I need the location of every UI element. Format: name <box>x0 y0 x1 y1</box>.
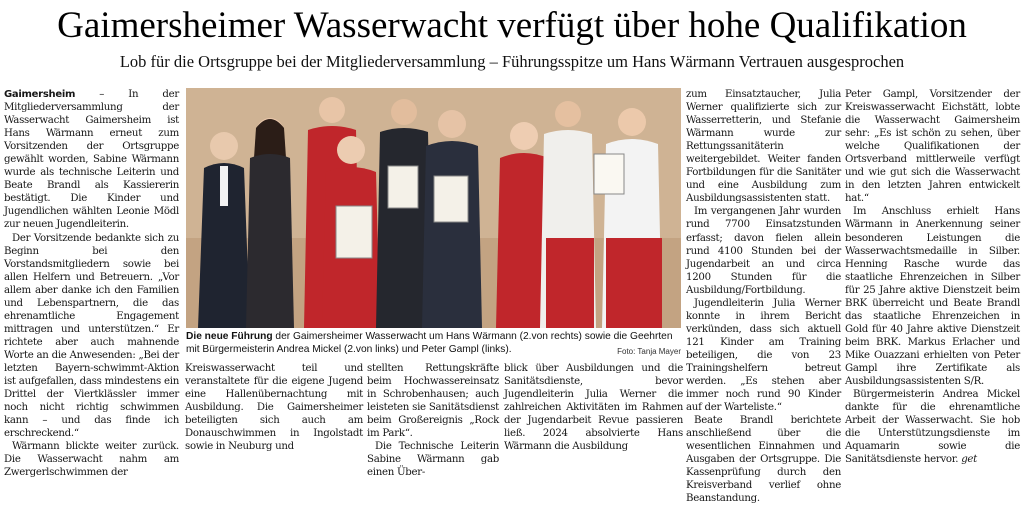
article-column-4 <box>504 362 683 464</box>
paragraph <box>4 88 179 232</box>
paragraph-text: – In der Mitgliederversammlung der Wasserwacht Gaimersheim ist Hans Wärmann erneut zum Vorsitzenden der Ortsgruppe gewählt worden, Sabine Wärmann wurde als technische Leiterin und Beate Brandl als Kassiererin bestätigt. Die Kinder und Jugendlichen wählten Leonie Mödl zur neuen Jugendleiterin. <box>4 89 179 231</box>
article-column-3 <box>367 362 499 479</box>
paragraph: Die Technische Leiterin Sabine Wärmann gab einen Über- <box>367 441 499 479</box>
group-photo-illustration <box>186 88 681 328</box>
paragraph: Wärmann blickte weiter zurück. Die Wasserwacht nahm am Zwergerlschwimmen der <box>4 441 179 479</box>
paragraph: Im Anschluss erhielt Hans Wärmann in Anerkennung seiner besonderen Leistungen die Wasserwachtsmedaille in Silber. Henning Rasche wurde das staatliche Ehrenzeichen in Silber für 25 Jahre aktive Dienstzeit beim BRK überreicht und Beate Brandl das staatliche Ehrenzeichen in Gold für 40 Jahre aktive Dienstzeit beim BRK. Markus Erlacher und Mike Ouazzani erhielten von Peter Gampl ihre Zertifikate als Ausbildungsassistenten S/R. <box>845 206 1020 388</box>
article-column-1 <box>4 88 179 479</box>
caption-text: der Gaimersheimer Wasserwacht um Hans Wärmann (2.von rechts) sowie die Geehrten mit Bürgermeisterin Andrea Mickel (2.von links) und Peter Gampl (links). <box>186 331 673 355</box>
paragraph: Im vergangenen Jahr wurden rund 7700 Einsatzstunden erfasst; davon fielen allein rund 4100 Stunden bei der Jugendarbeit an und circa 1200 Stunden für die Ausbildung/Fortbildung. <box>686 206 841 296</box>
paragraph: blick über Ausbildungen und die Sanitätsdienste, bevor Jugendleiterin Julia Werner die zahlreichen Aktivitäten im Rahmen der Jugendarbeit Revue passieren ließ. 2024 absolvierte Hans Wärmann die Ausbildung <box>504 363 683 453</box>
photo-credit: Foto: Tanja Mayer <box>617 347 681 356</box>
dateline: Gaimersheim <box>4 89 76 100</box>
person <box>540 101 596 328</box>
group-photo <box>186 88 681 328</box>
paragraph-text: Bürgermeisterin Andrea Mickel dankte für die ehrenamtliche Arbeit der Wasserwacht. Sie hob die Unterstützungsdienste im Aquamarin sowie die Sanitätsdienste hervor. <box>845 389 1020 466</box>
photo-caption <box>186 330 681 358</box>
article-column-2 <box>185 362 363 464</box>
paragraph <box>845 388 1020 466</box>
headline: Gaimersheimer Wasserwacht verfügt über hohe Qualifikation <box>57 5 967 46</box>
article-column-6 <box>845 88 1020 464</box>
caption-lead: Die neue Führung <box>186 331 273 342</box>
subheadline: Lob für die Ortsgruppe bei der Mitgliederversammlung – Führungsspitze um Hans Wärmann Vertrauen ausgesprochen <box>119 52 905 71</box>
paragraph: Kreiswasserwacht teil und veranstaltete für die eigene Jugend eine Hallenübernachtung mit Ausbildung. Die Gaimersheimer beteiligten sich auch am Donauschwimmen in Ingolstadt sowie in Neuburg und <box>185 363 363 453</box>
article-column-5 <box>686 88 841 505</box>
paragraph: Jugendleiterin Julia Werner konnte in ihrem Bericht verkünden, dass sich aktuell 121 Kinder am Training beteiligen, die von 23 Trainingshelfern betreut werden. „Es stehen aber immer noch rund 90 Kinder auf der Warteliste.“ <box>686 297 841 414</box>
paragraph: Peter Gampl, Vorsitzender der Kreiswasserwacht Eichstätt, lobte die Wasserwacht Gaimersheim sehr: „Es ist schön zu sehen, über welche Qualifikationen der Ortsverband mittlerweile verfügt und wie gut sich die Wasserwacht in den letzten Jahren entwickelt hat.“ <box>845 89 1020 205</box>
paragraph: Der Vorsitzende bedankte sich zu Beginn bei den Vorstandsmitgliedern sowie bei allen Helfern und Betreuern. „Vor allem aber danke ich den Familien und Lebenspartnern, die das ehrenamtliche Engagement mittragen und unterstützen.“ Er richtete aber auch mahnende Worte an die Anwesenden: „Bei der letzten Bayern-schwimmt-Aktion ist aufgefallen, dass mindestens ein Drittel der Viertklässler immer noch nicht richtig schwimmen kann – und das finde ich erschreckend.“ <box>4 232 179 440</box>
paragraph: stellten Rettungskräfte beim Hochwassereinsatz in Schrobenhausen; auch leisteten sie Sanitätsdienst beim Großereignis „Rock im Park“. <box>367 363 499 440</box>
paragraph: zum Einsatztaucher, Julia Werner qualifizierte sich zur Wasserretterin, und Stefanie Wärmann wurde zur Rettungssanitäterin weitergebildet. Weiter fanden Fortbildungen für die Sanitäter und eine Ausbildung zum Ausbildungsassistenten statt. <box>686 89 841 205</box>
paragraph: Beate Brandl berichtete anschließend über die wesentlichen Einnahmen und Ausgaben der Ortsgruppe. Die Kassenprüfung durch den Kreisverband verlief ohne Beanstandung. <box>686 415 841 505</box>
author-signature: get <box>961 454 977 466</box>
